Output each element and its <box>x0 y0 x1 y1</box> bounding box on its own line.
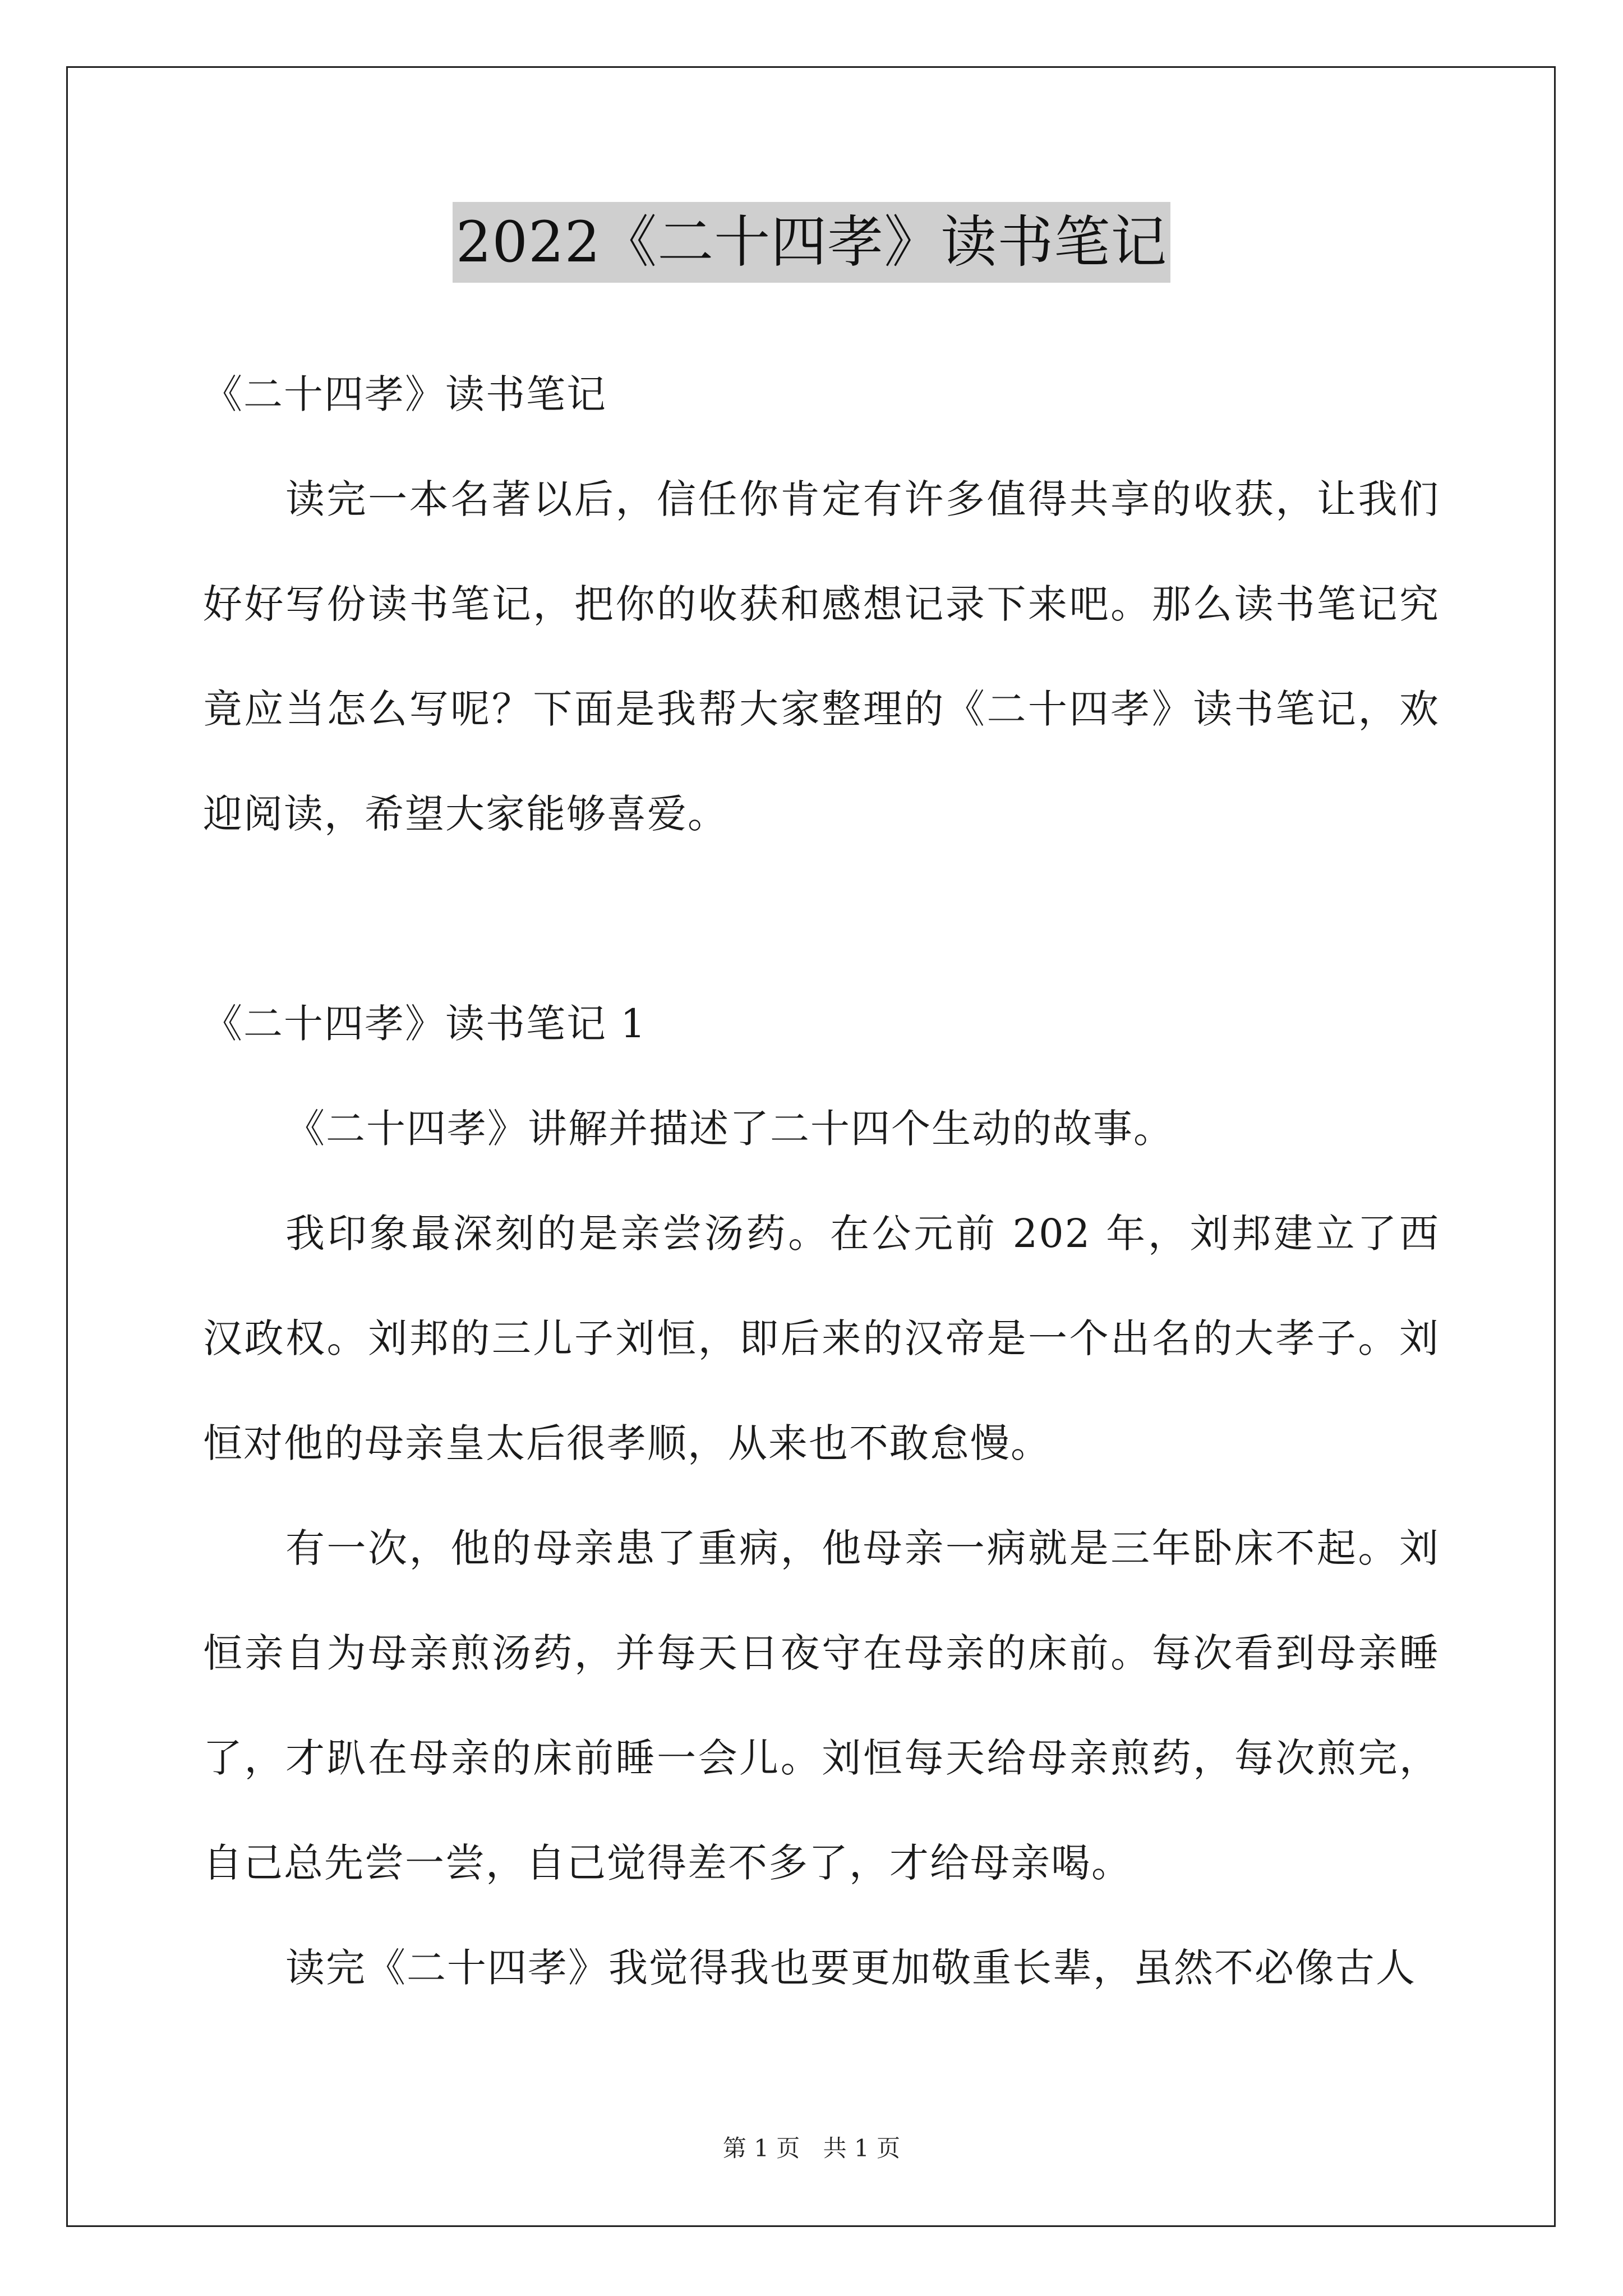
body-paragraph: 我印象最深刻的是亲尝汤药。在公元前 202 年，刘邦建立了西汉政权。刘邦的三儿子刘恒，即后来的汉帝是一个出名的大孝子。刘恒对他的母亲皇太后很孝顺，从来也不敢怠慢。 <box>203 1211 1440 1466</box>
paragraph-spacer <box>203 867 1440 972</box>
body-paragraph: 读完《二十四孝》我觉得我也要更加敬重长辈，虽然不必像古人 <box>285 1945 1416 1991</box>
body-paragraph: 有一次，他的母亲患了重病，他母亲一病就是三年卧床不起。刘恒亲自为母亲煎汤药，并每天日夜守在母亲的床前。每次看到母亲睡了，才趴在母亲的床前睡一会儿。刘恒每天给母亲煎药，每次煎完，自己总先尝一尝，自己觉得差不多了，才给母亲喝。 <box>203 1525 1440 1886</box>
page-footer <box>0 2132 1623 2165</box>
intro-paragraph: 读完一本名著以后，信任你肯定有许多值得共享的收获，让我们好好写份读书笔记，把你的收获和感想记录下来吧。那么读书笔记究竟应当怎么写呢？下面是我帮大家整理的《二十四孝》读书笔记，欢迎阅读，希望大家能够喜爱。 <box>203 476 1440 837</box>
page-number: 第 1 页 <box>722 2134 800 2162</box>
document-body <box>203 342 1440 2021</box>
body-paragraph: 《二十四孝》讲解并描述了二十四个生动的故事。 <box>285 1106 1174 1152</box>
title-container <box>0 202 1623 283</box>
document-title: 2022《二十四孝》读书笔记 <box>453 202 1171 283</box>
page-total: 共 1 页 <box>823 2134 901 2162</box>
intro-heading: 《二十四孝》读书笔记 <box>203 371 607 417</box>
section-heading: 《二十四孝》读书笔记 1 <box>203 1001 647 1047</box>
